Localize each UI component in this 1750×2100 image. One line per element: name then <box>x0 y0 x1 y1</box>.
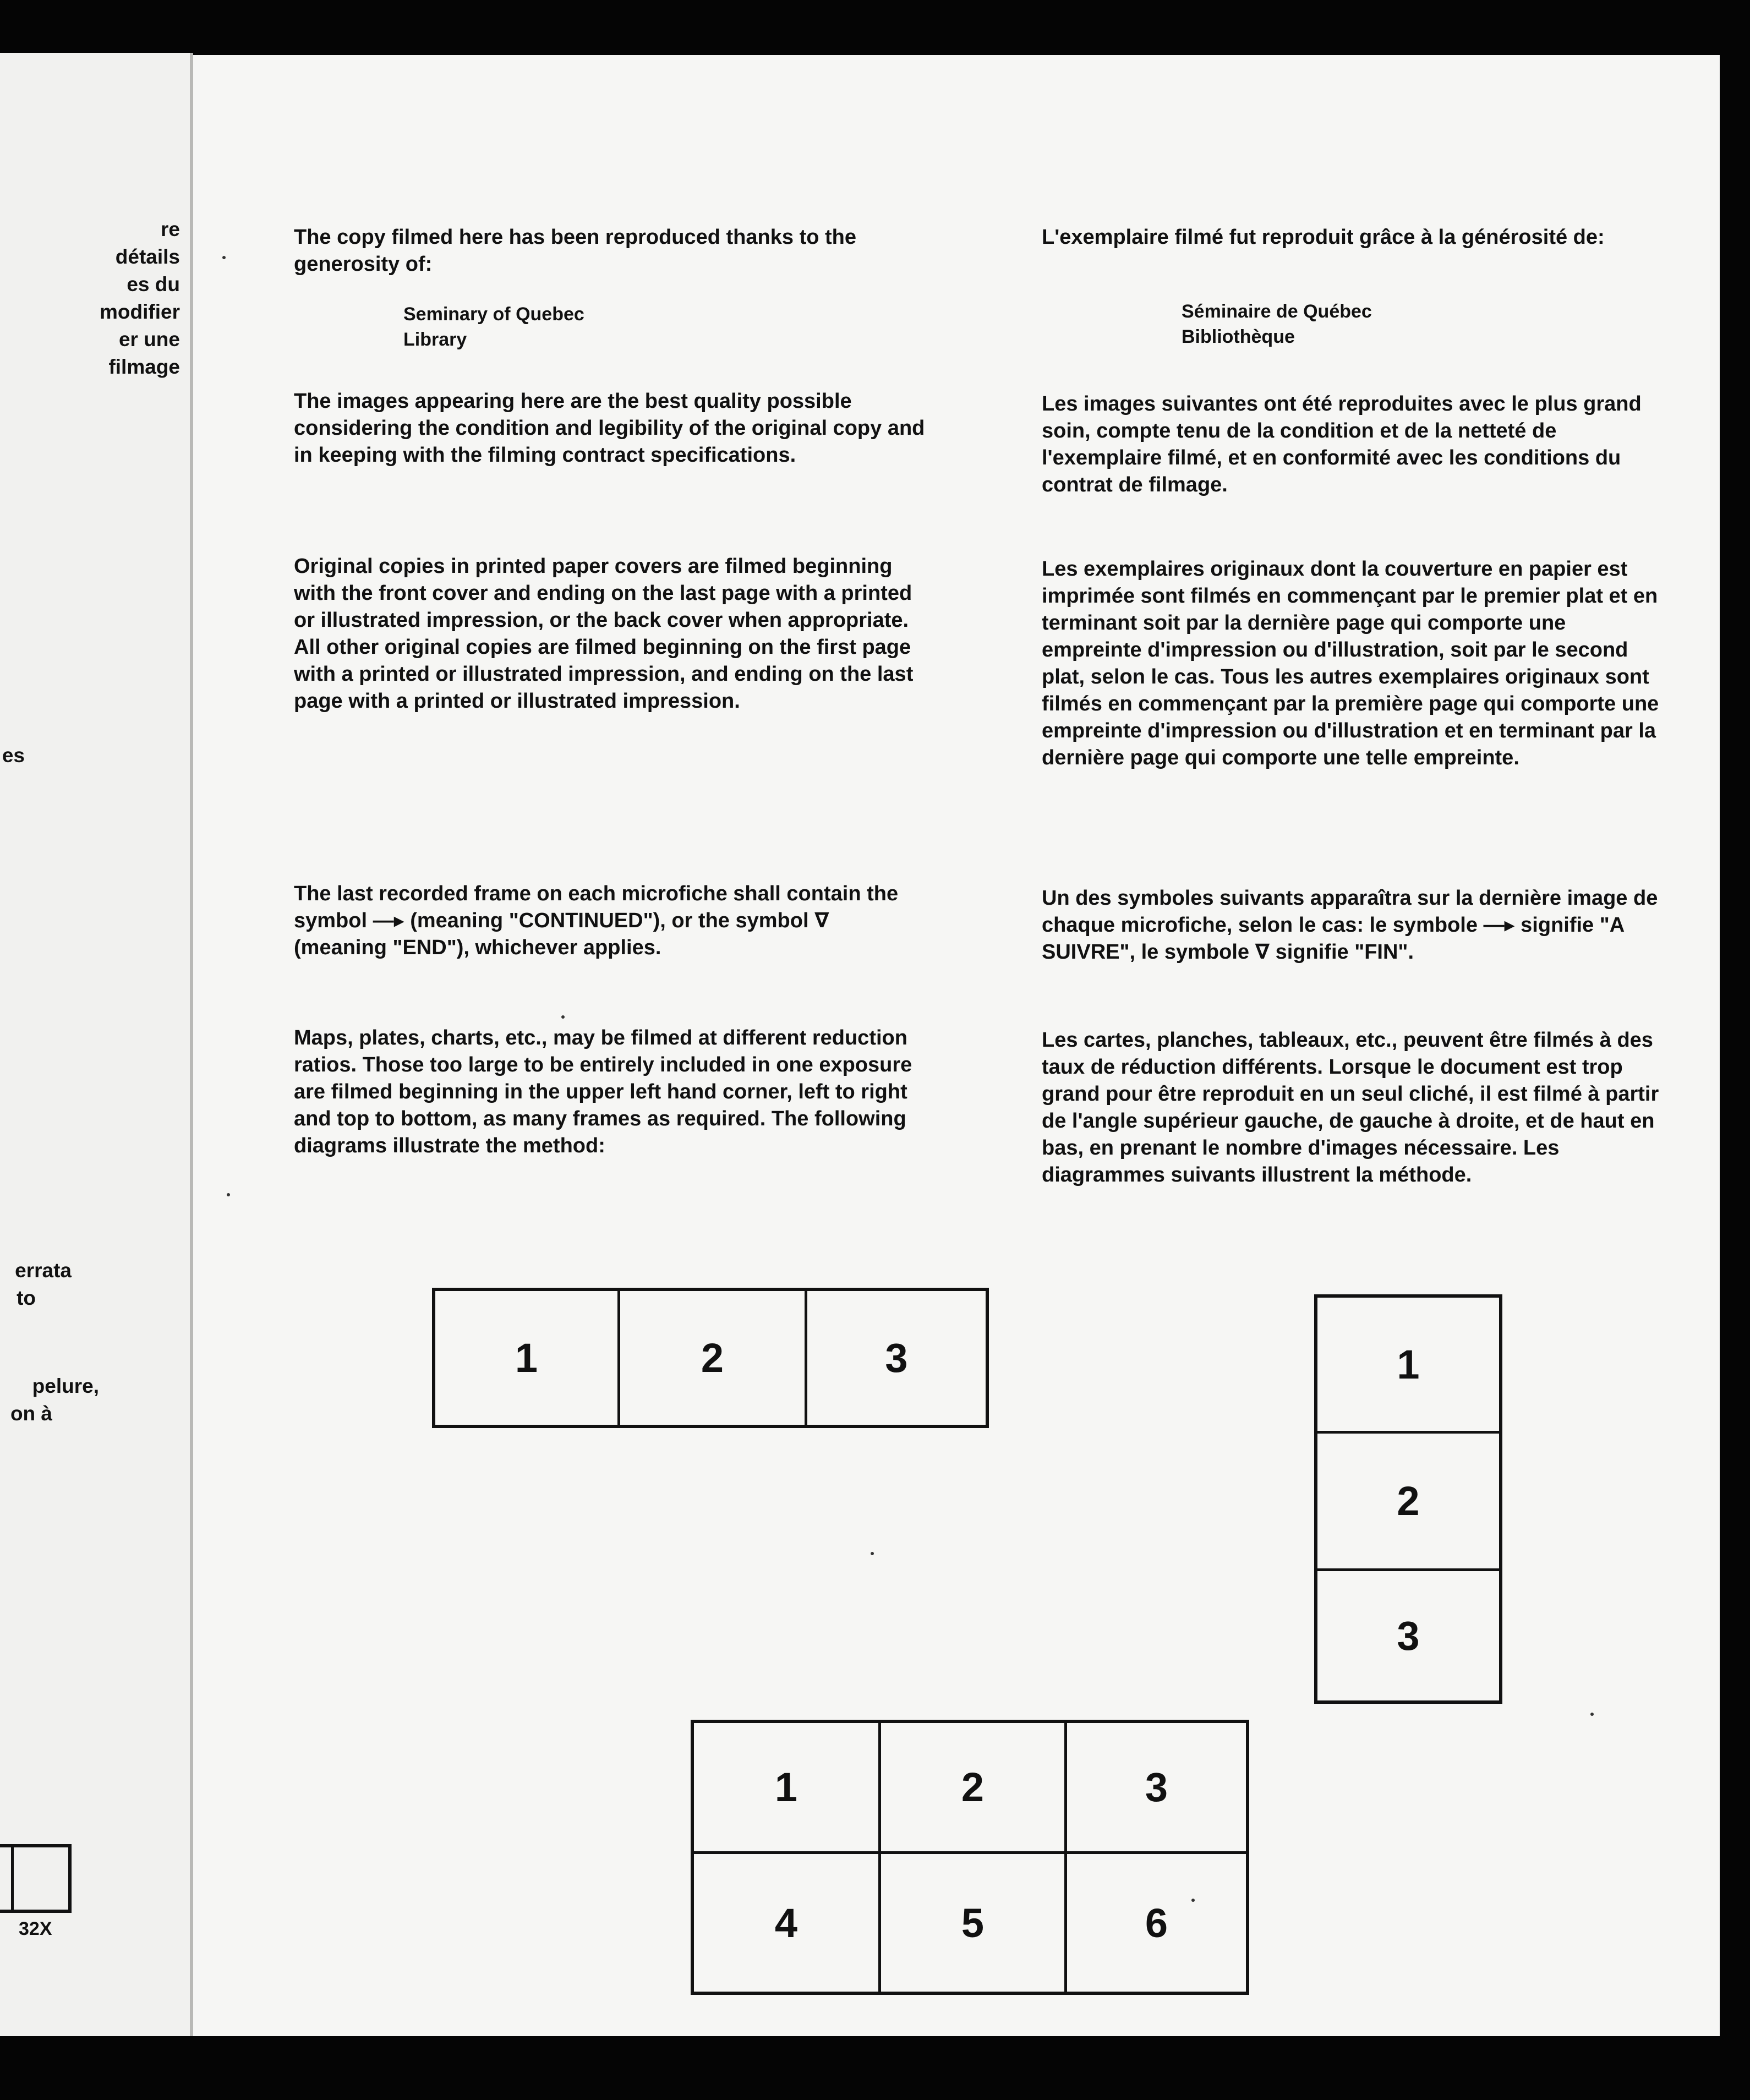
frame-cell: 3 <box>1397 1613 1420 1659</box>
french-quality-paragraph: Les images suivantes ont été reproduites avec le plus grand soin, compte tenu de la condition et de la netteté de l'exemplaire filmé, et en conformité avec les conditions du contrat de filmage. <box>1042 392 1642 496</box>
fragment-line: errata <box>15 1259 72 1282</box>
diagram-vertical-three <box>1314 1294 1502 1704</box>
english-library-name: Seminary of Quebec Library <box>403 304 584 350</box>
scan-speck <box>561 1015 565 1019</box>
frame-cell: 1 <box>694 1723 881 1854</box>
scan-right-edge <box>1720 0 1750 2100</box>
frame-cell: 6 <box>1145 1900 1168 1946</box>
french-covers-paragraph: Les exemplaires originaux dont la couverture en papier est imprimée sont filmés en commençant par le premier plat et en terminant soit par la dernière page qui comporte une empreinte d'impression ou d'illustration, soit par le second plat, selon le cas. Tous les autres exemplaires originaux sont filmés en commençant par la première page qui comporte une empreinte d'impression ou d'illustration et en terminant par la dernière page qui comporte une telle empreinte. <box>1042 557 1659 769</box>
frame-cell: 2 <box>1317 1434 1499 1571</box>
fragment-line: to <box>17 1287 36 1309</box>
scan-speck <box>871 1552 874 1555</box>
frame-cell: 1 <box>435 1291 620 1425</box>
fragment-line: es <box>2 744 25 767</box>
scan-speck <box>1191 1899 1195 1902</box>
fragment-line: er une <box>118 328 180 351</box>
frame-cell: 2 <box>620 1291 807 1425</box>
fragment-line: détails <box>115 245 180 268</box>
scan-top-edge <box>0 0 1750 55</box>
fragment-line: modifier <box>100 300 180 323</box>
french-maps-paragraph: Les cartes, planches, tableaux, etc., peuvent être filmés à des taux de réduction différents. Lorsque le document est trop grand pour être reproduit en un seul cliché, il est filmé à partir de l'angle supérieur gauche, de gauche à droite, et de haut en bas, en prenant le nombre d'images nécessaire. Les diagrammes suivants illustrent la méthode. <box>1042 1029 1659 1186</box>
diagram-grid-six <box>691 1720 1249 1995</box>
english-quality-paragraph: The images appearing here are the best quality possible considering the condition and legibility of the original copy and in keeping with the filming contract specifications. <box>294 390 925 467</box>
fragment-line: re <box>161 218 180 240</box>
english-credit-intro: The copy filmed here has been reproduced thanks to the generosity of: <box>294 226 856 276</box>
english-symbols-paragraph: The last recorded frame on each microfiche shall contain the symbol —▸ (meaning "CONTINUED"), or the symbol ∇ (meaning "END"), whichever applies. <box>294 882 899 959</box>
fragment-line: es du <box>127 273 180 296</box>
reduction-grid-fragment <box>0 1844 72 1913</box>
scan-bottom-edge <box>0 2036 1750 2100</box>
english-covers-paragraph: Original copies in printed paper covers are filmed beginning with the front cover and ending on the last page with a printed or illustrated impression, or the back cover when appropriate. All other original copies are filmed beginning on the first page with a printed or illustrated impression, and ending on the last page with a printed or illustrated impression. <box>294 555 914 713</box>
english-maps-paragraph: Maps, plates, charts, etc., may be filmed at different reduction ratios. Those too large to be entirely included in one exposure are filmed beginning in the upper left hand corner, left to right and top to bottom, as many frames as required. The following diagrams illustrate the method: <box>294 1026 912 1157</box>
frame-cell: 1 <box>1317 1298 1499 1434</box>
diagram-horizontal-three <box>432 1288 989 1428</box>
scan-speck <box>1590 1713 1594 1716</box>
fragment-line: pelure, <box>32 1375 99 1397</box>
fragment-line: filmage <box>108 356 180 378</box>
frame-cell: 3 <box>885 1335 908 1381</box>
scan-speck <box>222 256 226 259</box>
scan-speck <box>227 1193 230 1196</box>
french-symbols-paragraph: Un des symboles suivants apparaîtra sur la dernière image de chaque microfiche, selon le cas: le symbole —▸ signifie "A SUIVRE", le symbole ∇ signifie "FIN". <box>1042 887 1658 964</box>
french-credit-intro: L'exemplaire filmé fut reproduit grâce à la générosité de: <box>1042 226 1605 249</box>
facing-page-fragment <box>0 53 193 2036</box>
frame-cell: 4 <box>694 1854 881 1992</box>
frame-cell: 5 <box>881 1854 1067 1992</box>
reduction-label: 32X <box>19 1918 52 1939</box>
frame-cell: 2 <box>881 1723 1067 1854</box>
french-library-name: Séminaire de Québec Bibliothèque <box>1182 301 1372 347</box>
frame-cell: 3 <box>1067 1723 1246 1854</box>
fragment-line: on à <box>10 1402 52 1425</box>
